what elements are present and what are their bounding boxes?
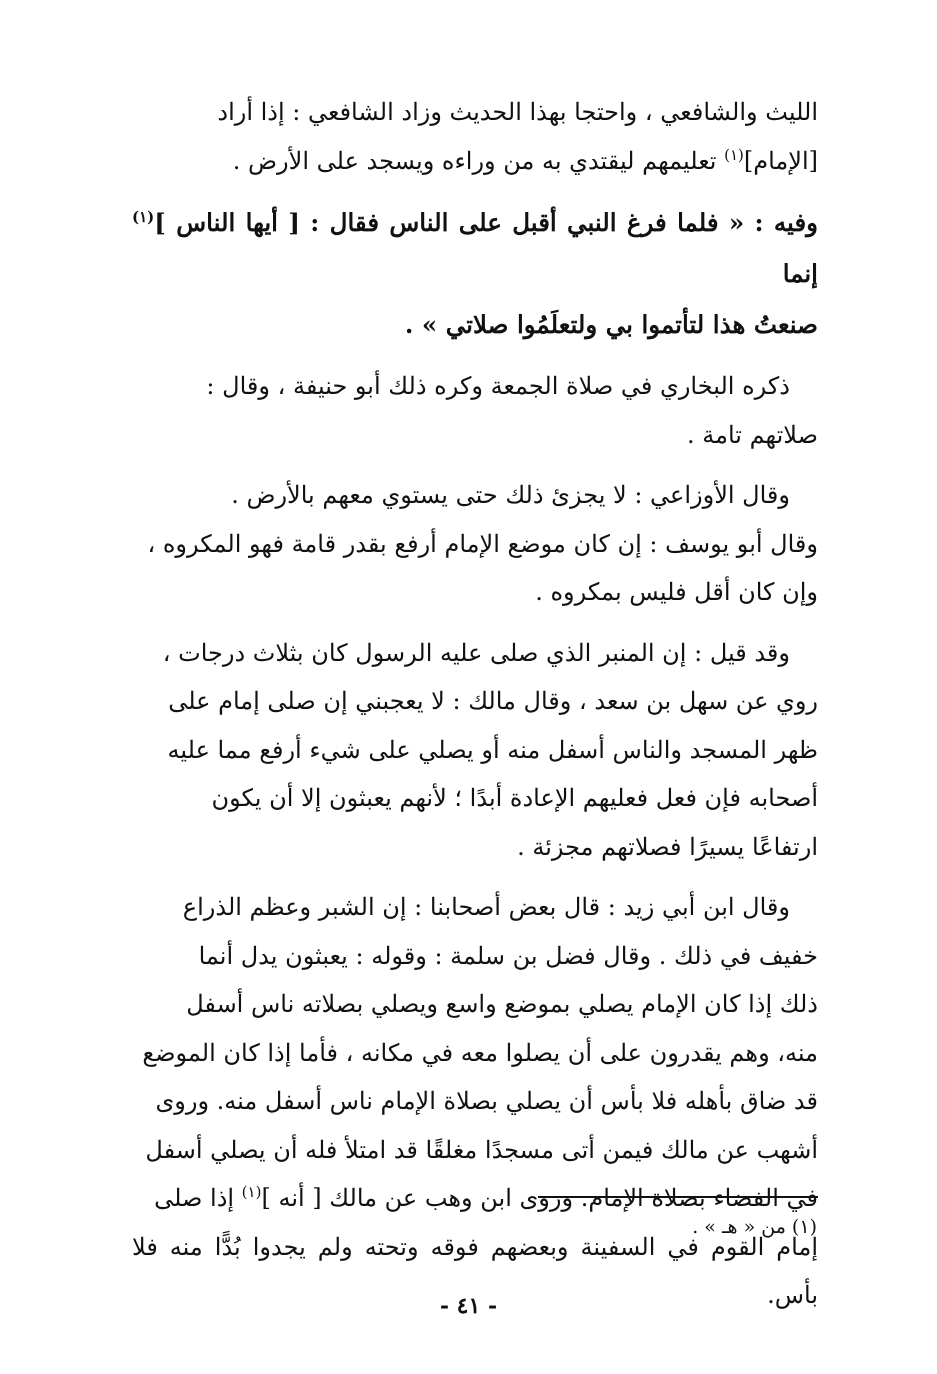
page-body bbox=[132, 88, 818, 1332]
text-fragment: وفيه : « فلما فرغ النبي أقبل على الناس فقال : [ أيها الناس ] bbox=[154, 208, 818, 237]
paragraph-4 bbox=[132, 471, 818, 617]
text-fragment: [الإمام] bbox=[743, 146, 818, 175]
paragraph-line: صلاتهم تامة . bbox=[686, 420, 818, 449]
paragraph-line bbox=[132, 137, 818, 186]
footnote: (١) من « هـ » . bbox=[692, 1216, 817, 1238]
paragraph-5 bbox=[132, 629, 818, 872]
paragraph-2-hadith bbox=[132, 197, 818, 350]
text-fragment: في الفضاء بصلاة الإمام. وروى ابن وهب عن مالك [ أنه ] bbox=[261, 1184, 818, 1212]
footnote-marker: (١) bbox=[241, 1183, 262, 1201]
footnote-marker: (١) bbox=[724, 145, 744, 164]
footnote-separator bbox=[538, 1196, 818, 1198]
paragraph-line: خفيف في ذلك . وقال فضل بن سلمة : وقوله : يعبثون يدل أنما bbox=[198, 941, 818, 970]
paragraph-6 bbox=[132, 883, 818, 1320]
text-fragment: إذا صلى bbox=[154, 1184, 242, 1212]
paragraph-1 bbox=[132, 88, 818, 185]
paragraph-line: ذكره البخاري في صلاة الجمعة وكره ذلك أبو حنيفة ، وقال : bbox=[206, 372, 790, 400]
paragraph-line: وقال ابن أبي زيد : قال بعض أصحابنا : إن الشبر وعظم الذراع bbox=[182, 893, 790, 921]
paragraph-line: ارتفاعًا يسيرًا فصلاتهم مجزئة . bbox=[517, 832, 818, 861]
paragraph-line: وقال أبو يوسف : إن كان موضع الإمام أرفع بقدر قامة فهو المكروه ، bbox=[147, 529, 818, 558]
paragraph-line: روي عن سهل بن سعد ، وقال مالك : لا يعجبني إن صلى إمام على bbox=[168, 687, 818, 715]
paragraph-line: الليث والشافعي ، واحتجا بهذا الحديث وزاد الشافعي : إذا أراد bbox=[217, 98, 818, 126]
footnote-marker: (١) bbox=[132, 207, 155, 226]
paragraph-line: قد ضاق بأهله فلا بأس أن يصلي بصلاة الإمام ناس أسفل منه. وروى bbox=[155, 1087, 818, 1115]
page-number: - ٤١ - bbox=[439, 1293, 498, 1319]
paragraph-line: وقد قيل : إن المنبر الذي صلى عليه الرسول كان بثلاث درجات ، bbox=[162, 638, 790, 667]
paragraph-line: وقال الأوزاعي : لا يجزئ ذلك حتى يستوي معهم بالأرض . bbox=[231, 481, 790, 509]
paragraph-line: إمام القوم في السفينة وبعضهم فوقه وتحته ولم يجدوا بُدًّا منه فلا بأس. bbox=[132, 1232, 818, 1309]
paragraph-3 bbox=[132, 362, 818, 459]
paragraph-line: ذلك إذا كان الإمام يصلي بموضع واسع ويصلي بصلاته ناس أسفل bbox=[186, 990, 818, 1018]
text-fragment: تعليمهم ليقتدي به من وراءه ويسجد على الأرض . bbox=[232, 146, 725, 175]
paragraph-line bbox=[132, 197, 818, 299]
paragraph-line: ظهر المسجد والناس أسفل منه أو يصلي على شيء أرفع مما عليه bbox=[167, 735, 818, 764]
paragraph-line: أشهب عن مالك فيمن أتى مسجدًا مغلقًا قد امتلأ فله أن يصلي أسفل bbox=[145, 1135, 818, 1164]
paragraph-line: منه، وهم يقدرون على أن يصلوا معه في مكانه ، فأما إذا كان الموضع bbox=[142, 1038, 818, 1067]
paragraph-line: وإن كان أقل فليس بمكروه . bbox=[535, 578, 818, 606]
text-fragment: إنما bbox=[782, 259, 818, 288]
paragraph-line: أصحابه فإن فعل فعليهم الإعادة أبدًا ؛ لأنهم يعبثون إلا أن يكون bbox=[211, 784, 818, 812]
paragraph-line: صنعتُ هذا لتأتموا بي ولتعلَمُوا صلاتي » . bbox=[404, 310, 818, 339]
